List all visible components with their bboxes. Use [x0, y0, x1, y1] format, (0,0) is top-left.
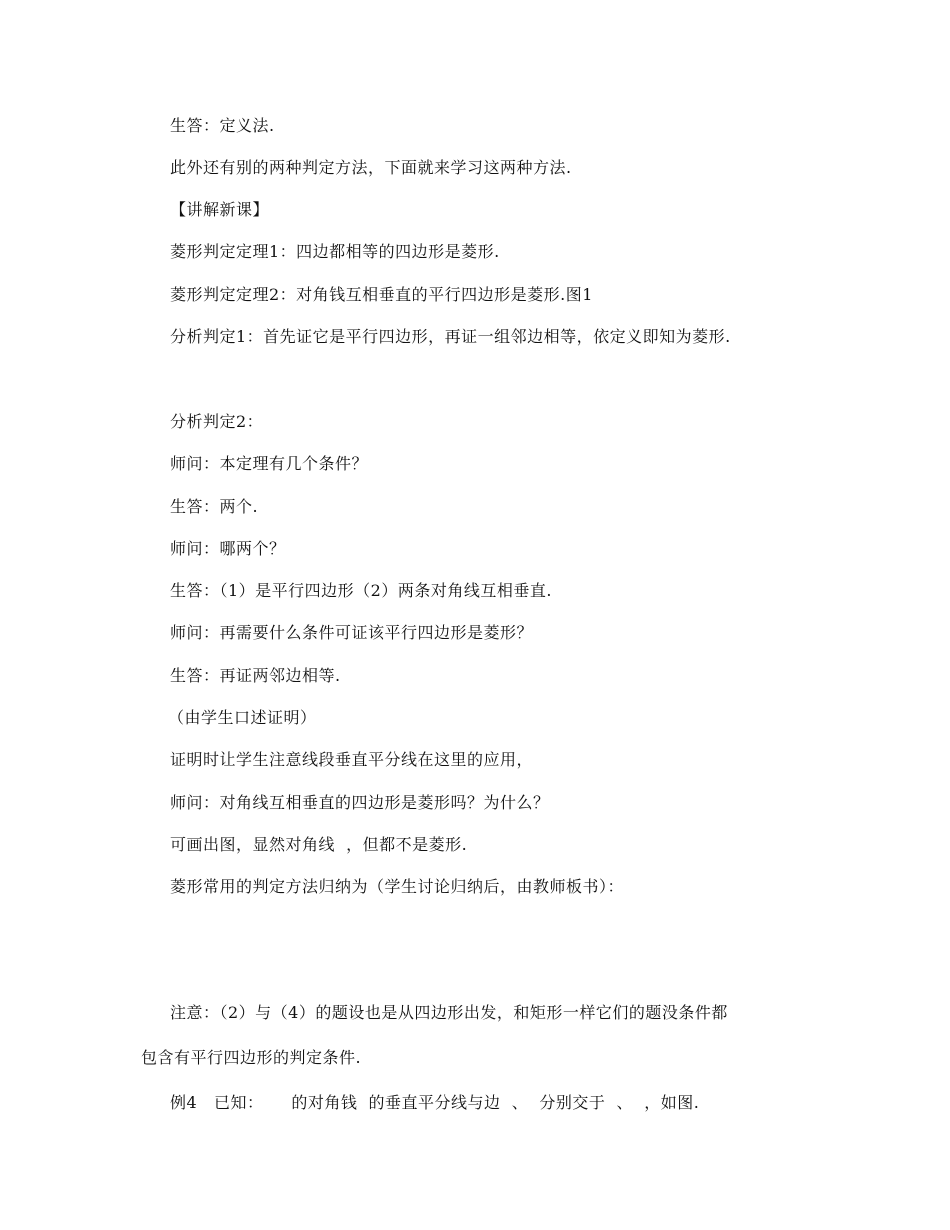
text-line-9: 生答：两个.: [170, 497, 259, 516]
text-line-19: 注意：（2）与（4）的题设也是从四边形出发，和矩形一样它们的题没条件都: [170, 1003, 728, 1022]
text-line-8: 师问：本定理有几个条件？: [170, 454, 369, 473]
text-line-7: 分析判定2：: [170, 412, 264, 431]
text-line-12: 师问：再需要什么条件可证该平行四边形是菱形？: [170, 623, 534, 642]
text-line-18: 菱形常用的判定方法归纳为（学生讨论归纳后，由教师板书）：: [170, 877, 625, 896]
text-line-21: 例4 已知： 的对角钱 的垂直平分线与边 、 分别交于 、 ，如图.: [170, 1093, 700, 1112]
text-line-17: 可画出图，显然对角线 ，但都不是菱形.: [170, 835, 468, 854]
section-heading: 【讲解新课】: [170, 200, 270, 219]
text-line-6: 分析判定1：首先证它是平行四边形，再证一组邻边相等，依定义即知为菱形.: [170, 327, 731, 346]
text-line-11: 生答：（1）是平行四边形（2）两条对角线互相垂直.: [170, 581, 552, 600]
text-line-10: 师问：哪两个？: [170, 539, 286, 558]
text-line-13: 生答：再证两邻边相等.: [170, 666, 341, 685]
text-line-15: 证明时让学生注意线段垂直平分线在这里的应用，: [170, 750, 534, 769]
text-line-1: 生答：定义法.: [170, 116, 275, 135]
text-line-20: 包含有平行四边形的判定条件.: [141, 1048, 362, 1067]
text-line-4: 菱形判定定理1：四边都相等的四边形是菱形.: [170, 242, 500, 261]
text-line-14: （由学生口述证明）: [168, 708, 317, 727]
text-line-16: 师问：对角线互相垂直的四边形是菱形吗？为什么？: [170, 793, 550, 812]
text-line-5: 菱形判定定理2：对角钱互相垂直的平行四边形是菱形.图1: [170, 285, 593, 304]
text-line-2: 此外还有别的两种判定方法，下面就来学习这两种方法.: [170, 158, 572, 177]
